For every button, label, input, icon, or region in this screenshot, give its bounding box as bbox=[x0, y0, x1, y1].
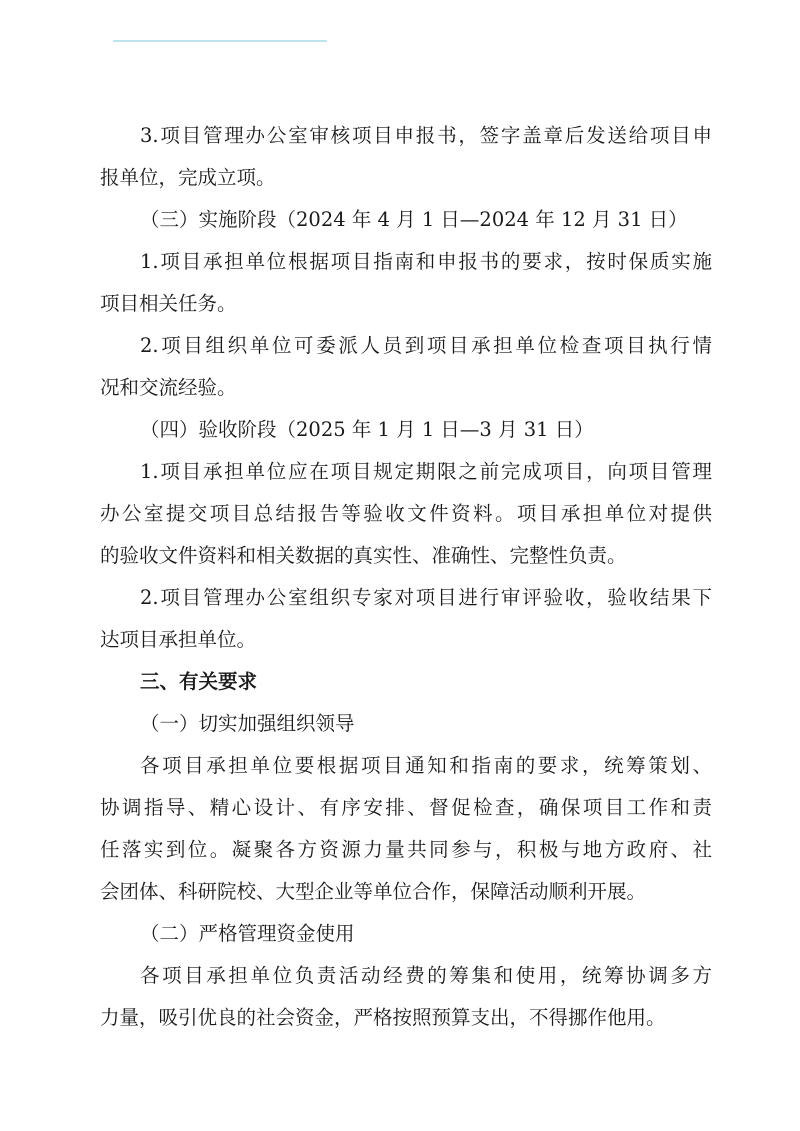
paragraph-line: 况和交流经验。 bbox=[100, 376, 237, 399]
header-rule bbox=[113, 40, 327, 42]
paragraph-line: 协调指导、精心设计、有序安排、督促检查，确保项目工作和责 bbox=[100, 796, 712, 819]
paragraph-line: 2.项目管理办公室组织专家对项目进行审评验收，验收结果下 bbox=[140, 586, 712, 609]
paragraph-line: 各项目承担单位要根据项目通知和指南的要求，统筹策划、 bbox=[140, 754, 712, 777]
document-body bbox=[100, 115, 712, 1039]
paragraph-line: 项目相关任务。 bbox=[100, 292, 237, 315]
subheading: （一）切实加强组织领导 bbox=[140, 712, 355, 735]
paragraph-line: 力量，吸引优良的社会资金，严格按照预算支出，不得挪作他用。 bbox=[100, 1006, 666, 1029]
subheading: （二）严格管理资金使用 bbox=[140, 922, 355, 945]
paragraph-line: 会团体、科研院校、大型企业等单位合作，保障活动顺利开展。 bbox=[100, 880, 647, 903]
subheading: （四）验收阶段（2025 年 1 月 1 日—3 月 31 日） bbox=[140, 418, 594, 441]
section-heading: 三、有关要求 bbox=[140, 670, 258, 693]
paragraph-line: 办公室提交项目总结报告等验收文件资料。项目承担单位对提供 bbox=[100, 502, 712, 525]
paragraph-line: 的验收文件资料和相关数据的真实性、准确性、完整性负责。 bbox=[100, 544, 627, 567]
paragraph-line: 1.项目承担单位应在项目规定期限之前完成项目，向项目管理 bbox=[140, 460, 712, 483]
paragraph-line: 3.项目管理办公室审核项目申报书，签字盖章后发送给项目申 bbox=[140, 124, 712, 147]
paragraph-line: 报单位，完成立项。 bbox=[100, 166, 276, 189]
paragraph-line: 1.项目承担单位根据项目指南和申报书的要求，按时保质实施 bbox=[140, 250, 712, 273]
paragraph-line: 2.项目组织单位可委派人员到项目承担单位检查项目执行情 bbox=[140, 334, 712, 357]
paragraph-line: 各项目承担单位负责活动经费的筹集和使用，统筹协调多方 bbox=[140, 964, 712, 987]
subheading: （三）实施阶段（2024 年 4 月 1 日—2024 年 12 月 31 日） bbox=[140, 208, 688, 231]
paragraph-line: 达项目承担单位。 bbox=[100, 628, 257, 651]
paragraph-line: 任落实到位。凝聚各方资源力量共同参与，积极与地方政府、社 bbox=[100, 838, 712, 861]
